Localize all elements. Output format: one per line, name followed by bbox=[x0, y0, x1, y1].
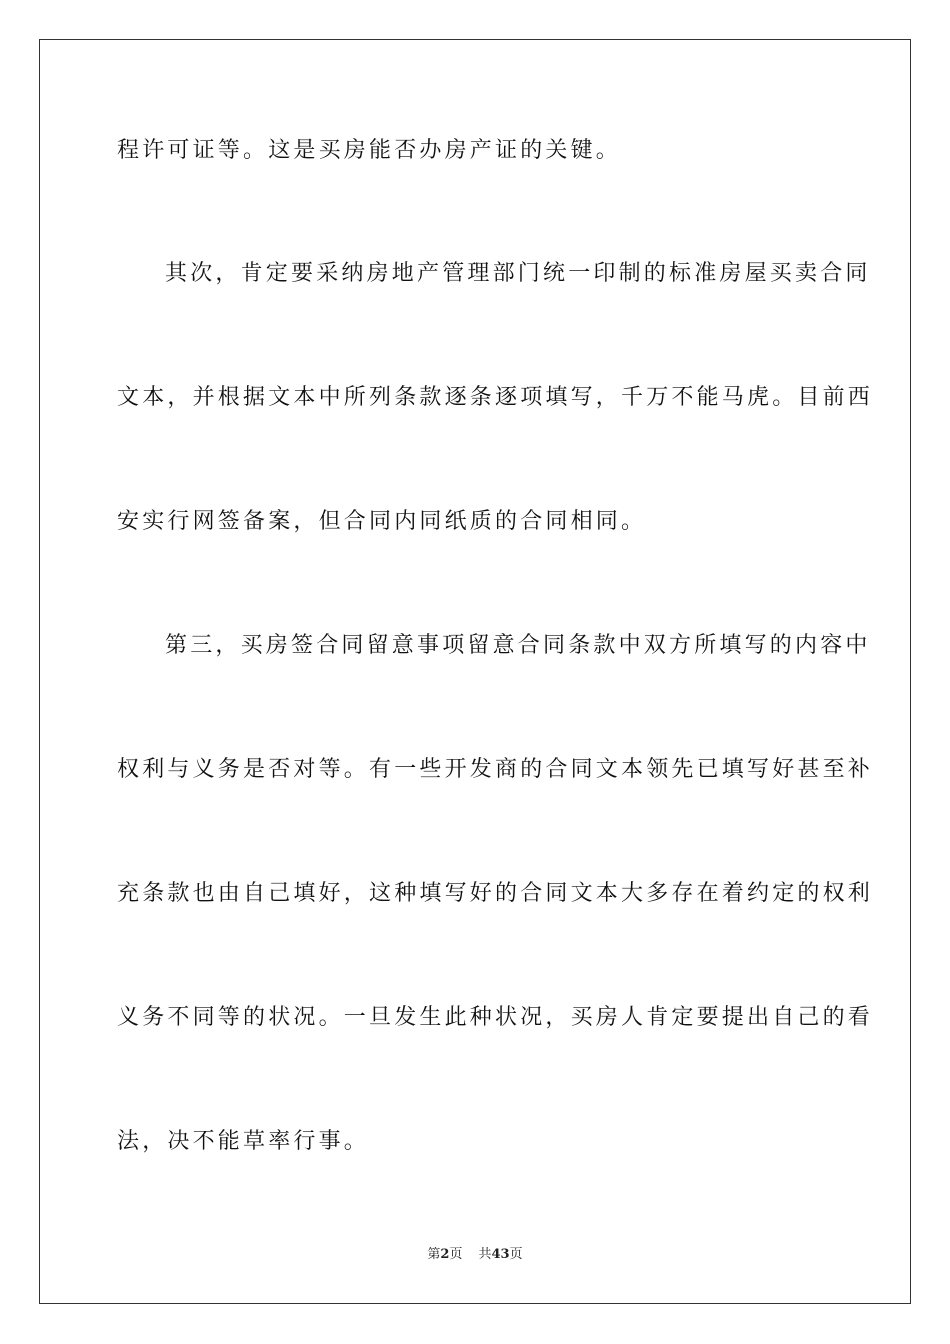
text-line-8: 义务不同等的状况。一旦发生此种状况，买房人肯定要提出自己的看 bbox=[117, 1005, 874, 1030]
text-line-1: 程许可证等。这是买房能否办房产证的关键。 bbox=[117, 138, 622, 163]
text-line-4: 安实行网签备案，但合同内同纸质的合同相同。 bbox=[117, 509, 647, 534]
text-line-9: 法，决不能草率行事。 bbox=[117, 1129, 370, 1154]
text-line-5: 第三，买房签合同留意事项留意合同条款中双方所填写的内容中 bbox=[165, 633, 871, 658]
text-line-2: 其次，肯定要采纳房地产管理部门统一印制的标准房屋买卖合同 bbox=[165, 261, 871, 286]
text-line-7: 充条款也由自己填好，这种填写好的合同文本大多存在着约定的权利 bbox=[117, 881, 874, 906]
footer-total-suffix: 页 bbox=[509, 1247, 523, 1262]
footer-page-suffix: 页 bbox=[449, 1247, 463, 1262]
footer-page-prefix: 第 bbox=[427, 1247, 441, 1262]
footer-page-number: 2 bbox=[440, 1247, 450, 1262]
text-line-6: 权利与义务是否对等。有一些开发商的合同文本领先已填写好甚至补 bbox=[117, 757, 874, 782]
footer-total-prefix: 共 bbox=[478, 1247, 492, 1262]
page-footer bbox=[0, 1246, 950, 1264]
page-border bbox=[39, 39, 911, 1304]
text-line-3: 文本，并根据文本中所列条款逐条逐项填写，千万不能马虎。目前西 bbox=[117, 385, 874, 410]
footer-total-pages: 43 bbox=[491, 1247, 510, 1262]
